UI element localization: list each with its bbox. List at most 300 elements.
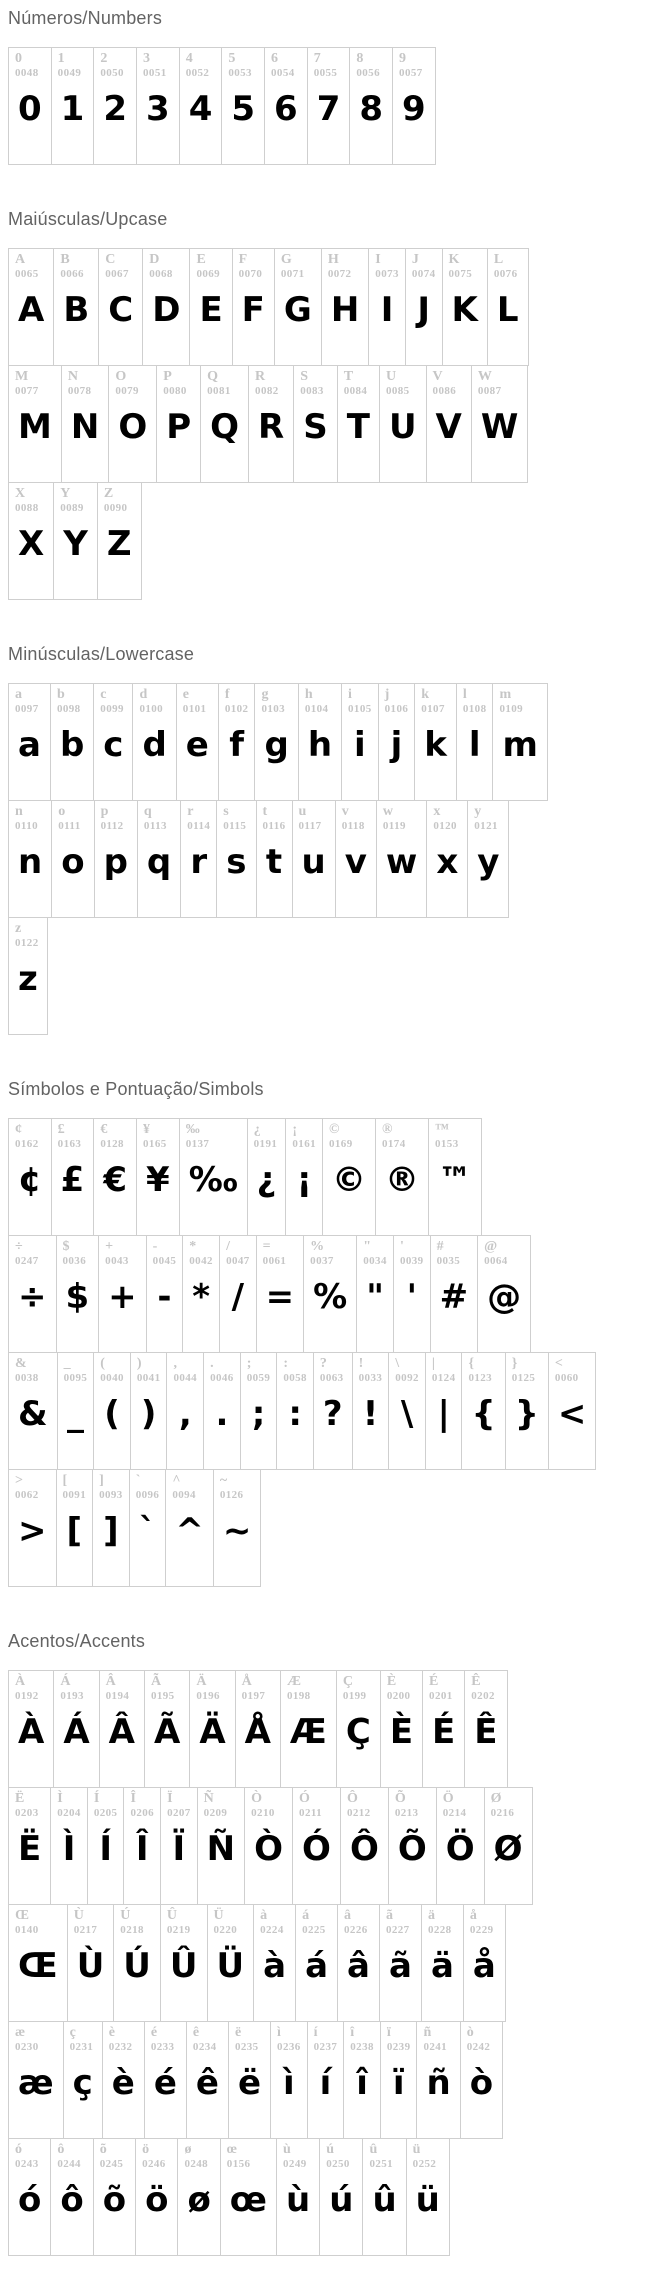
glyph-char-label: N (67, 368, 78, 384)
unicode-code: 0156 (226, 2157, 251, 2170)
glyph-cell (94, 1352, 131, 1469)
unicode-code: 0107 (421, 702, 445, 715)
unicode-code: 0118 (341, 819, 365, 832)
unicode-code: 0199 (342, 1689, 367, 1702)
glyph-display: Æ (289, 1711, 327, 1752)
unicode-code: 0109 (499, 702, 524, 715)
glyph-cell (493, 683, 547, 800)
glyph-display: ì (283, 2062, 295, 2103)
unicode-code: 0227 (385, 1923, 410, 1936)
glyph-char-label: f (224, 686, 230, 702)
glyph-char-label: Ü (213, 1907, 224, 1923)
glyph-char-label: ü (412, 2141, 421, 2157)
glyph-display: . (215, 1394, 229, 1434)
glyph-display: ' (406, 1277, 417, 1318)
glyph-cell (9, 1118, 52, 1235)
glyph-char-label: ¡ (292, 1121, 298, 1137)
glyph-cell (274, 248, 321, 365)
glyph-display: - (157, 1277, 172, 1318)
glyph-display: ù (286, 2179, 311, 2220)
unicode-code: 0064 (484, 1254, 508, 1267)
glyph-table-row (8, 1787, 533, 1905)
glyph-display: d (142, 725, 167, 766)
unicode-code: 0079 (115, 385, 139, 398)
glyph-display: á (305, 1945, 329, 1986)
glyph-char-label: ^ (172, 1472, 181, 1488)
unicode-code: 0169 (329, 1137, 353, 1150)
unicode-code: 0246 (142, 2157, 166, 2170)
unicode-code: 0101 (182, 702, 207, 715)
glyph-display: # (439, 1277, 469, 1318)
unicode-code: 0074 (411, 268, 436, 281)
glyph-display: Œ (18, 1945, 58, 1986)
glyph-cell (405, 248, 442, 365)
glyph-display: â (347, 1945, 370, 1986)
unicode-code: 0128 (100, 1137, 124, 1150)
glyph-display: ? (322, 1394, 343, 1434)
glyph-char-label: Ô (346, 1790, 358, 1806)
glyph-cell (425, 1352, 462, 1469)
glyph-cell (144, 2021, 186, 2138)
unicode-code: 0034 (363, 1254, 387, 1267)
glyph-cell (9, 48, 52, 165)
unicode-code: 0163 (57, 1137, 82, 1150)
glyph-char-label: ! (358, 1355, 364, 1371)
glyph-cell (379, 1904, 421, 2021)
unicode-code: 0071 (280, 268, 305, 281)
glyph-display: Ë (18, 1828, 42, 1869)
glyph-cell (94, 48, 137, 165)
glyph-cell (429, 1118, 482, 1235)
glyph-char-label: ì (277, 2024, 281, 2040)
glyph-cell (379, 365, 426, 482)
glyph-display: U (388, 407, 417, 448)
glyph-display: ä (430, 1945, 454, 1986)
glyph-display: Ò (254, 1828, 284, 1869)
glyph-char-label: 2 (100, 51, 108, 66)
glyph-char-label: ø (184, 2141, 192, 2157)
glyph-cell (380, 2021, 417, 2138)
glyph-section (8, 8, 661, 165)
unicode-code: 0084 (343, 385, 368, 398)
glyph-table-row (8, 1469, 261, 1587)
glyph-cell (51, 2138, 93, 2255)
glyph-display: W (480, 407, 519, 448)
glyph-cell (94, 683, 133, 800)
glyph-char-label: _ (63, 1355, 71, 1371)
glyph-cell (478, 1235, 531, 1352)
glyph-display: Á (63, 1711, 90, 1752)
glyph-char-label: A (15, 251, 26, 267)
glyph-section (8, 209, 661, 600)
glyph-cell (436, 1787, 484, 1904)
glyph-display: * (192, 1277, 211, 1318)
glyph-cell (51, 48, 94, 165)
glyph-cell (9, 1670, 54, 1787)
glyph-cell (102, 2021, 144, 2138)
glyph-char-label: ™ (435, 1121, 449, 1137)
unicode-code: 0051 (143, 67, 167, 80)
glyph-char-label: Ç (342, 1673, 353, 1689)
unicode-code: 0242 (466, 2040, 491, 2053)
glyph-display: È (389, 1711, 414, 1752)
glyph-section (8, 1631, 661, 2256)
unicode-code: 0244 (57, 2157, 81, 2170)
glyph-char-label: é (150, 2024, 158, 2040)
glyph-char-label: 3 (143, 51, 151, 66)
glyph-display: P (166, 407, 192, 448)
unicode-code: 0073 (375, 268, 399, 281)
unicode-code: 0068 (149, 268, 173, 281)
glyph-char-label: q (143, 803, 152, 819)
glyph-cell (63, 2021, 102, 2138)
glyph-display: ÷ (18, 1277, 47, 1318)
unicode-code: 0046 (210, 1371, 234, 1384)
unicode-code: 0083 (300, 385, 324, 398)
unicode-code: 0116 (262, 819, 286, 832)
glyph-char-label: > (15, 1472, 23, 1488)
glyph-char-label: î (350, 2024, 355, 2040)
unicode-code: 0237 (313, 2040, 338, 2053)
glyph-display: ë (237, 2062, 262, 2103)
glyph-display: ] (103, 1510, 119, 1551)
glyph-cell (249, 365, 294, 482)
glyph-char-label: : (283, 1355, 288, 1371)
unicode-code: 0248 (184, 2157, 209, 2170)
glyph-display: / (231, 1277, 245, 1318)
glyph-display: 0 (18, 89, 42, 130)
unicode-code: 0059 (246, 1371, 271, 1384)
glyph-cell (296, 1904, 338, 2021)
glyph-char-label: Ñ (203, 1790, 214, 1806)
glyph-display: ¢ (18, 1160, 42, 1201)
glyph-cell (369, 248, 406, 365)
glyph-cell (51, 1787, 88, 1904)
glyph-display: _ (66, 1394, 84, 1434)
glyph-display: q (146, 842, 172, 883)
glyph-cell (54, 248, 99, 365)
glyph-cell (406, 2138, 449, 2255)
unicode-code: 0072 (327, 268, 352, 281)
glyph-cell (143, 248, 190, 365)
glyph-display: Q (210, 407, 240, 448)
glyph-display: } (514, 1394, 539, 1434)
glyph-char-label: 7 (313, 51, 321, 66)
glyph-display: ó (18, 2179, 42, 2220)
glyph-char-label: , (173, 1355, 177, 1371)
glyph-display: õ (102, 2179, 127, 2220)
glyph-char-label: Î (130, 1790, 136, 1806)
glyph-display: œ (229, 2179, 268, 2220)
unicode-code: 0049 (57, 67, 82, 80)
glyph-display: u (301, 842, 326, 883)
glyph-display: b (59, 725, 85, 766)
unicode-code: 0104 (304, 702, 329, 715)
glyph-char-label: C (105, 251, 116, 267)
glyph-cell (393, 48, 436, 165)
unicode-code: 0057 (399, 67, 423, 80)
glyph-char-label: ) (136, 1355, 142, 1371)
glyph-display: i (354, 725, 366, 766)
glyph-char-label: v (341, 803, 349, 819)
glyph-cell (176, 683, 218, 800)
glyph-char-label: V (432, 368, 443, 384)
glyph-display: À (18, 1711, 45, 1752)
glyph-cell (462, 1352, 505, 1469)
glyph-display: L (496, 290, 519, 331)
glyph-char-label: w (382, 803, 394, 819)
glyph-display: ) (140, 1394, 157, 1434)
glyph-cell (415, 683, 457, 800)
glyph-char-label: ] (99, 1472, 104, 1488)
glyph-display: | (437, 1394, 450, 1434)
unicode-code: 0200 (386, 1689, 411, 1702)
glyph-cell (378, 683, 415, 800)
glyph-char-label: Å (241, 1673, 252, 1689)
glyph-cell (93, 1469, 130, 1586)
glyph-cell (417, 2021, 460, 2138)
glyph-cell (56, 1235, 99, 1352)
glyph-display: p (103, 842, 128, 883)
unicode-code: 0106 (384, 702, 409, 715)
glyph-char-label: ä (427, 1907, 435, 1923)
unicode-code: 0077 (15, 385, 39, 398)
glyph-cell (389, 1352, 426, 1469)
glyph-table-row (8, 1670, 508, 1788)
unicode-code: 0249 (283, 2157, 307, 2170)
glyph-cell (124, 1787, 161, 1904)
glyph-display: ™ (438, 1160, 472, 1201)
unicode-code: 0216 (490, 1806, 515, 1819)
glyph-section (8, 644, 661, 1035)
unicode-code: 0251 (369, 2157, 394, 2170)
glyph-cell (9, 1235, 57, 1352)
unicode-code: 0040 (100, 1371, 124, 1384)
glyph-display: Ì (62, 1828, 76, 1869)
glyph-cell (179, 48, 222, 165)
glyph-char-label: ë (234, 2024, 242, 2040)
glyph-display: a (18, 725, 41, 766)
glyph-display: Õ (397, 1828, 427, 1869)
glyph-char-label: r (187, 803, 194, 819)
glyph-char-label: p (100, 803, 109, 819)
glyph-display: Ñ (206, 1828, 236, 1869)
glyph-char-label: ã (385, 1907, 393, 1923)
glyph-cell (294, 365, 338, 482)
glyph-char-label: ` (135, 1472, 141, 1488)
unicode-code: 0126 (219, 1488, 244, 1501)
glyph-cell (321, 248, 368, 365)
unicode-code: 0204 (57, 1806, 81, 1819)
glyph-display: 3 (146, 89, 170, 130)
unicode-code: 0089 (60, 502, 84, 514)
unicode-code: 0103 (261, 702, 286, 715)
glyph-cell (9, 1352, 58, 1469)
glyph-char-label: ï (386, 2024, 391, 2040)
glyph-char-label: M (15, 368, 29, 384)
glyph-char-label: ¿ (253, 1121, 261, 1137)
glyph-display: ç (72, 2062, 93, 2103)
unicode-code: 0061 (262, 1254, 287, 1267)
glyph-cell (298, 683, 341, 800)
glyph-display: @ (487, 1277, 522, 1318)
glyph-cell (265, 48, 308, 165)
glyph-char-label: F (238, 251, 248, 267)
glyph-cell (292, 800, 335, 917)
glyph-cell (256, 1235, 304, 1352)
glyph-cell (213, 1469, 261, 1586)
glyph-char-label: Ù (73, 1907, 84, 1923)
glyph-char-label: } (511, 1355, 518, 1371)
unicode-code: 0236 (277, 2040, 301, 2053)
glyph-char-label: z (15, 920, 22, 936)
glyph-char-label: ÷ (15, 1238, 23, 1254)
glyph-char-label: ç (69, 2024, 76, 2040)
glyph-cell (293, 1787, 341, 1904)
unicode-code: 0165 (143, 1137, 167, 1150)
unicode-code: 0102 (224, 702, 249, 715)
glyph-cell (161, 1787, 198, 1904)
unicode-code: 0229 (469, 1923, 494, 1936)
glyph-char-label: ò (466, 2024, 474, 2040)
glyph-char-label: J (411, 251, 419, 267)
glyph-cell (157, 365, 201, 482)
glyph-section (8, 1079, 661, 1587)
unicode-code: 0056 (356, 67, 380, 80)
glyph-display: Í (99, 1828, 112, 1869)
glyph-char-label: û (369, 2141, 378, 2157)
unicode-code: 0098 (56, 702, 81, 715)
glyph-cell (204, 1352, 241, 1469)
glyph-cell (222, 48, 265, 165)
glyph-cell (307, 2021, 344, 2138)
unicode-code: 0162 (15, 1137, 39, 1150)
glyph-cell (179, 1118, 247, 1235)
glyph-cell (255, 683, 298, 800)
glyph-display: è (111, 2062, 135, 2103)
unicode-code: 0217 (73, 1923, 98, 1936)
glyph-cell (426, 365, 471, 482)
unicode-code: 0041 (136, 1371, 161, 1384)
glyph-table-row (8, 1235, 531, 1353)
unicode-code: 0088 (15, 502, 39, 514)
glyph-cell (245, 1787, 293, 1904)
glyph-cell (9, 1904, 68, 2021)
glyph-cell (228, 2021, 270, 2138)
unicode-code: 0209 (203, 1806, 228, 1819)
unicode-code: 0070 (238, 268, 263, 281)
unicode-code: 0231 (69, 2040, 94, 2053)
unicode-code: 0218 (120, 1923, 144, 1936)
glyph-cell (186, 2021, 228, 2138)
unicode-code: 0198 (286, 1689, 311, 1702)
glyph-display: ô (60, 2179, 84, 2220)
unicode-code: 0105 (348, 702, 372, 715)
unicode-code: 0122 (15, 936, 39, 949)
unicode-code: 0196 (196, 1689, 220, 1702)
glyph-cell (320, 2138, 363, 2255)
glyph-char-label: a (15, 686, 22, 702)
glyph-char-label: I (375, 251, 381, 267)
glyph-table-row (8, 1118, 482, 1236)
glyph-char-label: b (56, 686, 65, 702)
glyph-char-label: m (499, 686, 512, 702)
glyph-display: 9 (402, 89, 426, 130)
glyph-char-label: Ä (196, 1673, 207, 1689)
glyph-char-label: æ (15, 2024, 26, 2040)
glyph-cell (167, 1352, 204, 1469)
glyph-display: s (226, 842, 247, 883)
glyph-char-label: Û (166, 1907, 178, 1923)
glyph-display: X (18, 524, 45, 565)
unicode-code: 0161 (292, 1137, 316, 1150)
glyph-cell (217, 800, 256, 917)
unicode-code: 0228 (427, 1923, 452, 1936)
unicode-code: 0081 (207, 385, 231, 398)
unicode-code: 0042 (189, 1254, 213, 1267)
glyph-cell (235, 1670, 280, 1787)
glyph-display: C (108, 290, 134, 331)
glyph-cell (460, 2021, 502, 2138)
glyph-table-row (8, 1904, 506, 2022)
glyph-cell (50, 683, 93, 800)
glyph-char-label: g (261, 686, 269, 702)
glyph-char-label: Y (60, 485, 71, 501)
glyph-char-label: H (327, 251, 339, 267)
unicode-code: 0120 (433, 819, 457, 832)
glyph-display: Ä (199, 1711, 226, 1752)
unicode-code: 0205 (93, 1806, 118, 1819)
glyph-display: é (153, 2062, 177, 2103)
glyph-char-label: Æ (286, 1673, 301, 1689)
glyph-char-label: ~ (219, 1472, 228, 1488)
glyph-display: { (471, 1394, 496, 1434)
glyph-display: Û (169, 1945, 198, 1986)
glyph-display: g (264, 725, 289, 766)
unicode-code: 0075 (448, 268, 473, 281)
glyph-cell (99, 1235, 147, 1352)
glyph-display: " (366, 1277, 384, 1318)
unicode-code: 0054 (271, 67, 295, 80)
glyph-char-label: t (262, 803, 268, 819)
glyph-display: r (190, 842, 208, 883)
glyph-char-label: œ (226, 2141, 237, 2157)
glyph-cell (286, 1118, 323, 1235)
glyph-cell (484, 1787, 532, 1904)
glyph-char-label: ê (192, 2024, 200, 2040)
glyph-display: 8 (359, 89, 384, 130)
glyph-cell (240, 1352, 277, 1469)
glyph-display: = (265, 1277, 295, 1318)
glyph-display: 7 (316, 89, 341, 130)
glyph-char-label: < (554, 1355, 563, 1371)
glyph-display: c (103, 725, 124, 766)
glyph-cell (220, 1235, 257, 1352)
glyph-char-label: Ï (167, 1790, 173, 1806)
unicode-code: 0037 (310, 1254, 334, 1267)
glyph-display: Â (108, 1711, 135, 1752)
glyph-display: V (435, 407, 462, 448)
glyph-char-label: - (152, 1238, 158, 1254)
glyph-cell (99, 1670, 144, 1787)
glyph-display: M (18, 407, 52, 448)
glyph-char-label: ô (57, 2141, 65, 2157)
glyph-char-label: É (429, 1673, 439, 1689)
glyph-cell (61, 365, 108, 482)
glyph-display: Å (244, 1711, 271, 1752)
glyph-table-row (8, 248, 529, 366)
unicode-code: 0035 (436, 1254, 461, 1267)
